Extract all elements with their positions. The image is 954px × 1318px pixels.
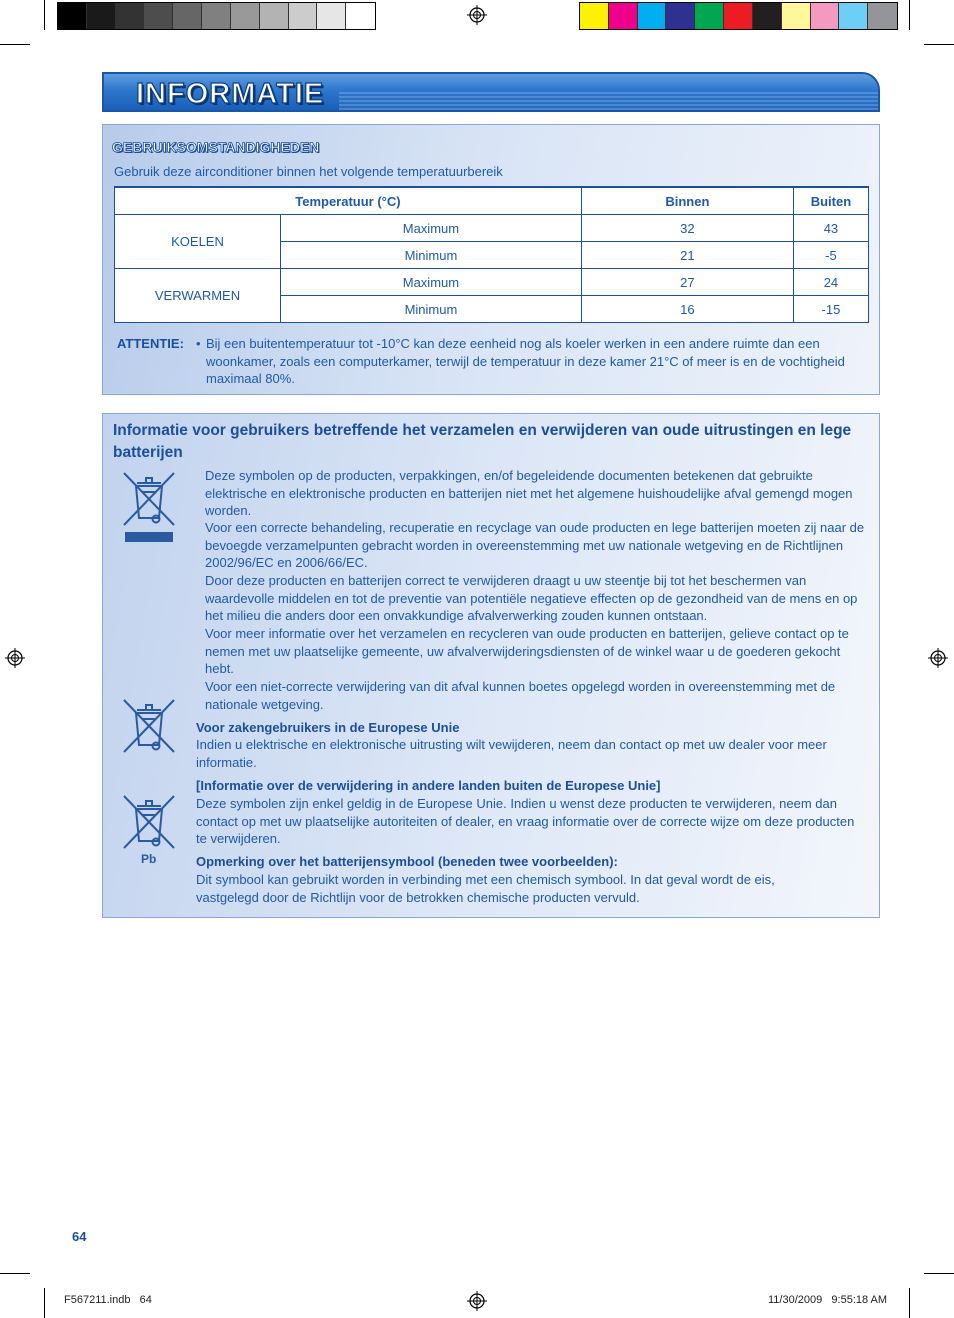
grayscale-swatch: [58, 3, 87, 29]
grayscale-swatch: [202, 3, 231, 29]
disposal-paragraph-4: Voor meer informatie over het verzamelen en recycleren van oude producten en batterijen, gelieve contact op te nemen met uw plaatselijke gemeente, uw afvalverwijderingsdiensten of de winkel waar u de goederen gekocht hebt.: [205, 626, 849, 677]
lead-battery-bin-icon: [120, 792, 178, 852]
column-header-outside: Buiten: [793, 187, 868, 215]
footer-file-info: F567211.indb 64: [64, 1294, 152, 1306]
table-row: [115, 215, 869, 242]
temperature-range-table: [114, 186, 869, 323]
outside-eu-text: Deze symbolen zijn enkel geldig in de Europese Unie. Indien u wenst deze producten te verwijderen, neem dan contact op met uw plaatselijke autoriteiten of dealer, en vraag informatie over de correcte wijze om deze producten te verwijderen.: [196, 796, 855, 847]
disposal-paragraph-1: Deze symbolen op de producten, verpakkingen, en/of begeleidende documenten betekenen dat gebruikte elektrische en elektronische producten en batterijen niet met het algemene huishoudelijke afval gemengd mogen worden.: [205, 468, 853, 519]
grayscale-swatch: [144, 3, 173, 29]
page-number: 64: [72, 1229, 87, 1244]
registration-mark-icon: [467, 1291, 487, 1311]
attention-note: [196, 335, 856, 388]
crop-mark: [44, 0, 45, 30]
business-users-heading: Voor zakengebruikers in de Europese Unie: [196, 720, 460, 735]
color-swatch: [638, 3, 667, 29]
limit-cell: Maximum: [281, 269, 582, 296]
color-swatch: [609, 3, 638, 29]
crop-mark: [44, 1288, 45, 1318]
table-row: [115, 269, 869, 296]
outside-value-cell: -5: [793, 242, 868, 269]
table-header-row: [115, 187, 869, 215]
crossed-out-wheelie-bin-icon: [120, 469, 178, 545]
battery-symbol-heading: Opmerking over het batterijensymbool (beneden twee voorbeelden):: [196, 854, 618, 869]
color-swatch: [666, 3, 695, 29]
mode-cell-cooling: KOELEN: [115, 215, 281, 269]
grayscale-swatch-bar: [57, 2, 376, 30]
disposal-paragraph-2: Voor een correcte behandeling, recuperatie en recyclage van oude producten en lege batterijen moeten zij naar de bevoegde verzamelpunten gebracht worden in overeenstemming met uw nationale wetgeving en de Richtlijnen 2002/96/EC en 2006/66/EC.: [205, 520, 865, 571]
registration-mark-icon: [5, 648, 25, 668]
grayscale-swatch: [317, 3, 346, 29]
column-header-temperature: Temperatuur (°C): [115, 187, 582, 215]
color-swatch: [724, 3, 753, 29]
crop-mark: [924, 1273, 954, 1274]
crop-mark: [909, 0, 910, 30]
mode-cell-heating: VERWARMEN: [115, 269, 281, 323]
inside-value-cell: 16: [581, 296, 793, 323]
grayscale-swatch: [231, 3, 260, 29]
crop-mark: [0, 1273, 30, 1274]
registration-mark-icon: [467, 5, 487, 25]
disposal-paragraph-5: Voor een niet-correcte verwijdering van dit afval kunnen boetes opgelegd worden in overeenstemming met de nationale wetgeving.: [205, 679, 836, 712]
color-swatch: [839, 3, 868, 29]
column-header-inside: Binnen: [581, 187, 793, 215]
bullet-icon: •: [196, 336, 201, 351]
battery-symbol-text: Dit symbool kan gebruikt worden in verbinding met een chemisch symbool. In dat geval wordt de eis, vastgelegd door de Richtlijn voor de betrokken chemische producten vervuld.: [196, 872, 775, 905]
grayscale-swatch: [116, 3, 145, 29]
chemical-symbol-label: Pb: [141, 852, 157, 866]
footer-timestamp: 11/30/2009 9:55:18 AM: [768, 1294, 888, 1306]
usage-intro: Gebruik deze airconditioner binnen het volgende temperatuurbereik: [114, 164, 503, 179]
usage-heading: GEBRUIKSOMSTANDIGHEDEN: [112, 139, 320, 155]
attention-label: ATTENTIE:: [117, 336, 184, 351]
business-users-text: Indien u elektrische en elektronische uitrusting wilt vewijderen, neem dan contact op met uw dealer voor meer informatie.: [196, 737, 827, 770]
inside-value-cell: 21: [581, 242, 793, 269]
color-swatch-bar: [579, 2, 898, 30]
limit-cell: Minimum: [281, 296, 582, 323]
outside-value-cell: 24: [793, 269, 868, 296]
grayscale-swatch: [346, 3, 375, 29]
outside-value-cell: -15: [793, 296, 868, 323]
page-title: INFORMATIE: [136, 78, 325, 110]
inside-value-cell: 27: [581, 269, 793, 296]
limit-cell: Maximum: [281, 215, 582, 242]
color-swatch: [753, 3, 782, 29]
disposal-paragraph-3: Door deze producten en batterijen correct te verwijderen draagt u uw steentje bij tot het beschermen van waardevolle middelen en tot de preventie van potentiële negatieve effecten op de gezondheid van de mens en op het milieu die anders door een onvakkundige afvalverwerking zouden kunnen ontstaan.: [205, 573, 858, 624]
outside-eu-heading: [Informatie over de verwijdering in andere landen buiten de Europese Unie]: [196, 778, 661, 793]
battery-bin-icon: [120, 696, 178, 756]
grayscale-swatch: [173, 3, 202, 29]
grayscale-swatch: [260, 3, 289, 29]
registration-mark-icon: [928, 648, 948, 668]
crop-mark: [0, 44, 30, 45]
disposal-title: Informatie voor gebruikers betreffende het verzamelen en verwijderen van oude uitrustingen en lege batterijen: [113, 422, 852, 461]
color-swatch: [782, 3, 811, 29]
color-swatch: [811, 3, 840, 29]
color-swatch: [868, 3, 897, 29]
crop-mark: [909, 1288, 910, 1318]
outside-value-cell: 43: [793, 215, 868, 242]
color-swatch: [695, 3, 724, 29]
grayscale-swatch: [87, 3, 116, 29]
grayscale-swatch: [289, 3, 318, 29]
inside-value-cell: 32: [581, 215, 793, 242]
section-header-bar: [102, 72, 880, 112]
limit-cell: Minimum: [281, 242, 582, 269]
attention-text: Bij een buitentemperatuur tot -10°C kan deze eenheid nog als koeler werken in een andere ruimte dan een woonkamer, zoals een computerkamer, terwijl de temperatuur in deze kamer 21°C of meer is en de vochtigheid maximaal 80%.: [206, 336, 845, 387]
crop-mark: [924, 44, 954, 45]
color-swatch: [580, 3, 609, 29]
